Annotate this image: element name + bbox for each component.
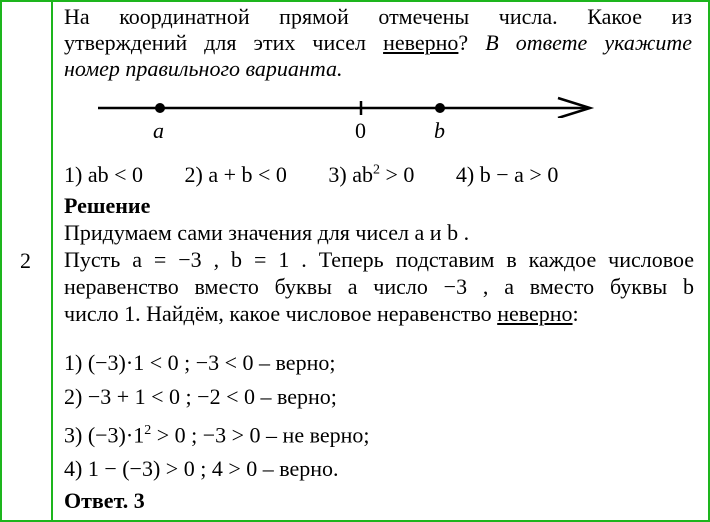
- option-2: 2) a + b < 0: [184, 162, 287, 187]
- equation-text: 1): [64, 350, 88, 375]
- task-number: 2: [20, 248, 31, 273]
- equation-text: 4) 1 −: [64, 456, 123, 482]
- solution-text-part: :: [572, 301, 579, 326]
- column-divider: [51, 0, 53, 522]
- option-3: [328, 162, 414, 188]
- option-4: 4) b − a > 0: [455, 162, 559, 187]
- final-answer: Ответ. 3: [64, 488, 145, 513]
- option-3-exponent: 2: [373, 162, 380, 178]
- solution-line-1: Придумаем сами значения для чисел a и b .: [64, 220, 470, 245]
- option-1: 1) ab < 0: [64, 162, 143, 187]
- keyword-incorrect: неверно: [497, 301, 573, 326]
- question-line-1: На координатной прямой отмечены числа. Какое из: [64, 4, 692, 29]
- equation-1: [64, 346, 370, 380]
- number-line: [96, 88, 596, 148]
- solution-line-2: Пусть a = −3 , b = 1 . Теперь подставим в каждое числовое: [64, 247, 694, 272]
- label-zero: 0: [355, 118, 366, 143]
- question-text-part: утверждений для этих чисел: [64, 30, 384, 55]
- equation-text: > 0 ; 4 > 0 – верно.: [160, 456, 339, 482]
- question-instruction: В ответе укажите: [485, 30, 692, 55]
- solution-block: [64, 192, 694, 327]
- point-a: [155, 103, 165, 113]
- label-a: a: [153, 118, 164, 143]
- equation-text: ·1: [125, 422, 145, 448]
- number-line-axis: [96, 88, 596, 118]
- equation-exponent: 2: [144, 423, 152, 438]
- keyword-incorrect: неверно: [383, 30, 459, 55]
- label-b: b: [434, 118, 445, 143]
- answer-options: [64, 162, 594, 188]
- equation-paren: (−3): [87, 350, 126, 375]
- solution-text-part: число 1. Найдём, какое числовое неравенство: [64, 301, 498, 326]
- equation-text: > 0 ; −3 > 0 – не верно;: [151, 422, 370, 448]
- point-b: [435, 103, 445, 113]
- equation-3: [64, 414, 370, 452]
- solution-line-4: [64, 300, 694, 327]
- equation-4: [64, 452, 370, 486]
- equation-2: 2) −3 + 1 < 0 ; −2 < 0 – верно;: [64, 384, 337, 409]
- equation-paren: (−3): [122, 456, 161, 482]
- equation-paren: (−3): [87, 422, 126, 448]
- option-3-text: 3) ab: [328, 162, 373, 187]
- question-line-2: [64, 30, 692, 56]
- option-3-text: > 0: [380, 162, 415, 187]
- question-text-part: ?: [458, 30, 486, 55]
- equations-list: [64, 346, 370, 486]
- solution-heading: Решение: [64, 193, 151, 218]
- equation-text: 3): [64, 422, 88, 448]
- solution-line-3: неравенство вместо буквы a число −3 , а вместо буквы b: [64, 274, 694, 299]
- question-text: [64, 4, 692, 82]
- question-line-3: номер правильного варианта.: [64, 56, 343, 81]
- equation-text: ·1 < 0 ; −3 < 0 – верно;: [125, 350, 336, 375]
